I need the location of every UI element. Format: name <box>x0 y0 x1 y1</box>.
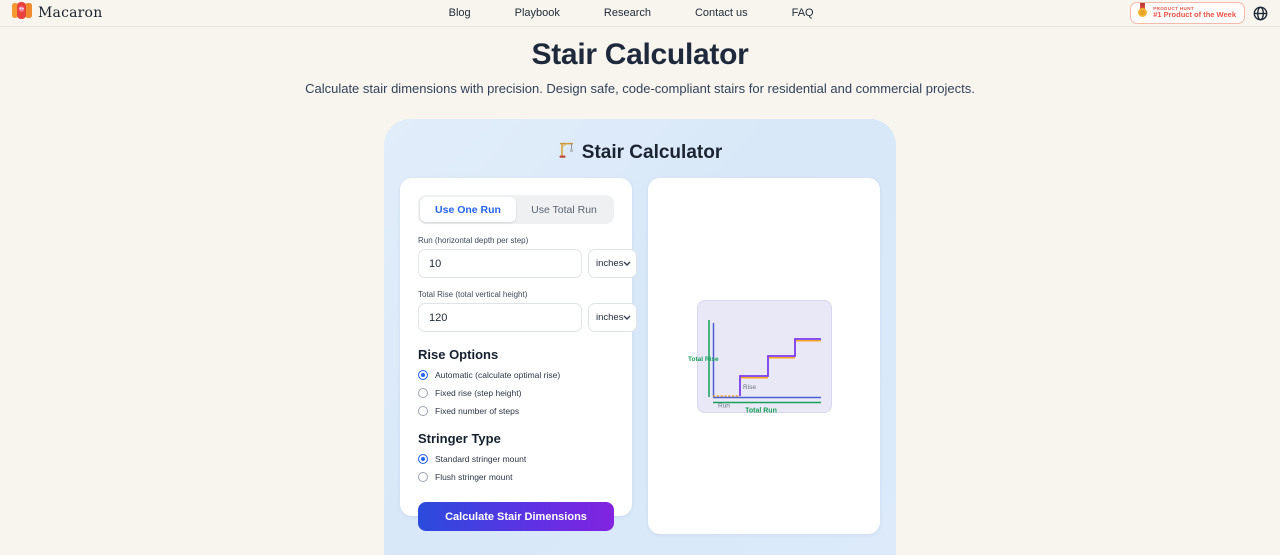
top-navbar <box>0 0 1280 27</box>
nav-link-playbook[interactable]: Playbook <box>514 7 560 19</box>
product-hunt-text: PRODUCT HUNT #1 Product of the Week <box>1153 6 1236 20</box>
calculator-title-row <box>400 141 880 164</box>
run-label: Run <box>717 402 730 409</box>
total-rise-unit-select[interactable]: inches <box>588 303 637 332</box>
chevron-down-icon <box>623 312 631 323</box>
medal-icon <box>1137 3 1148 23</box>
rise-options-heading: Rise Options <box>418 347 499 362</box>
run-unit-select[interactable]: inches <box>588 249 637 278</box>
tab-use-total-run[interactable]: Use Total Run <box>531 203 597 216</box>
calculate-button[interactable]: Calculate Stair Dimensions <box>418 502 614 531</box>
form-panel <box>400 178 632 523</box>
total-rise-label: Total Rise <box>687 355 719 363</box>
product-hunt-badge[interactable] <box>1130 2 1245 24</box>
nav-link-research[interactable]: Research <box>603 7 651 19</box>
radio-icon <box>418 370 428 380</box>
total-rise-field-row <box>418 303 624 332</box>
radio-automatic-rise[interactable]: Automatic (calculate optimal rise) <box>418 370 614 380</box>
tab-use-one-run[interactable]: Use One Run <box>420 197 516 222</box>
calculator-panels <box>400 178 880 534</box>
nav-link-faq[interactable]: FAQ <box>791 7 814 19</box>
page-subtitle: Calculate stair dimensions with precision. Design safe, code-compliant stairs for residential and commercial projects. <box>305 81 975 96</box>
header-right <box>1130 2 1268 24</box>
total-run-label: Total Run <box>744 407 777 414</box>
total-rise-field-label: Total Rise (total vertical height) <box>418 290 528 299</box>
radio-icon <box>418 406 428 416</box>
total-rise-input[interactable] <box>418 303 582 332</box>
run-input[interactable] <box>418 249 582 278</box>
rise-label: Rise <box>742 383 756 391</box>
main-nav <box>252 7 1010 19</box>
globe-language-icon[interactable] <box>1253 6 1268 21</box>
stringer-type-heading: Stringer Type <box>418 431 501 446</box>
crane-icon <box>558 141 576 164</box>
page-title: Stair Calculator <box>531 38 749 71</box>
run-field-label: Run (horizontal depth per step) <box>418 236 529 245</box>
stair-diagram <box>687 300 832 414</box>
radio-fixed-steps[interactable]: Fixed number of steps <box>418 406 614 416</box>
chevron-down-icon <box>623 258 631 269</box>
macaron-logo-icon <box>12 2 32 24</box>
hero-section <box>0 27 1280 96</box>
radio-standard-stringer[interactable]: Standard stringer mount <box>418 454 614 464</box>
radio-icon <box>418 454 428 464</box>
radio-icon <box>418 388 428 398</box>
stair-calculator-card <box>384 119 896 555</box>
radio-flush-stringer[interactable]: Flush stringer mount <box>418 472 614 482</box>
diagram-panel <box>648 178 880 534</box>
run-field-row <box>418 249 624 278</box>
radio-fixed-rise[interactable]: Fixed rise (step height) <box>418 388 614 398</box>
radio-icon <box>418 472 428 482</box>
calculator-title: Stair Calculator <box>581 141 723 163</box>
nav-link-contact[interactable]: Contact us <box>694 7 748 19</box>
brand[interactable] <box>12 2 252 24</box>
run-mode-tabs <box>418 195 614 224</box>
nav-link-blog[interactable]: Blog <box>448 7 471 19</box>
brand-name: Macaron <box>38 5 103 21</box>
